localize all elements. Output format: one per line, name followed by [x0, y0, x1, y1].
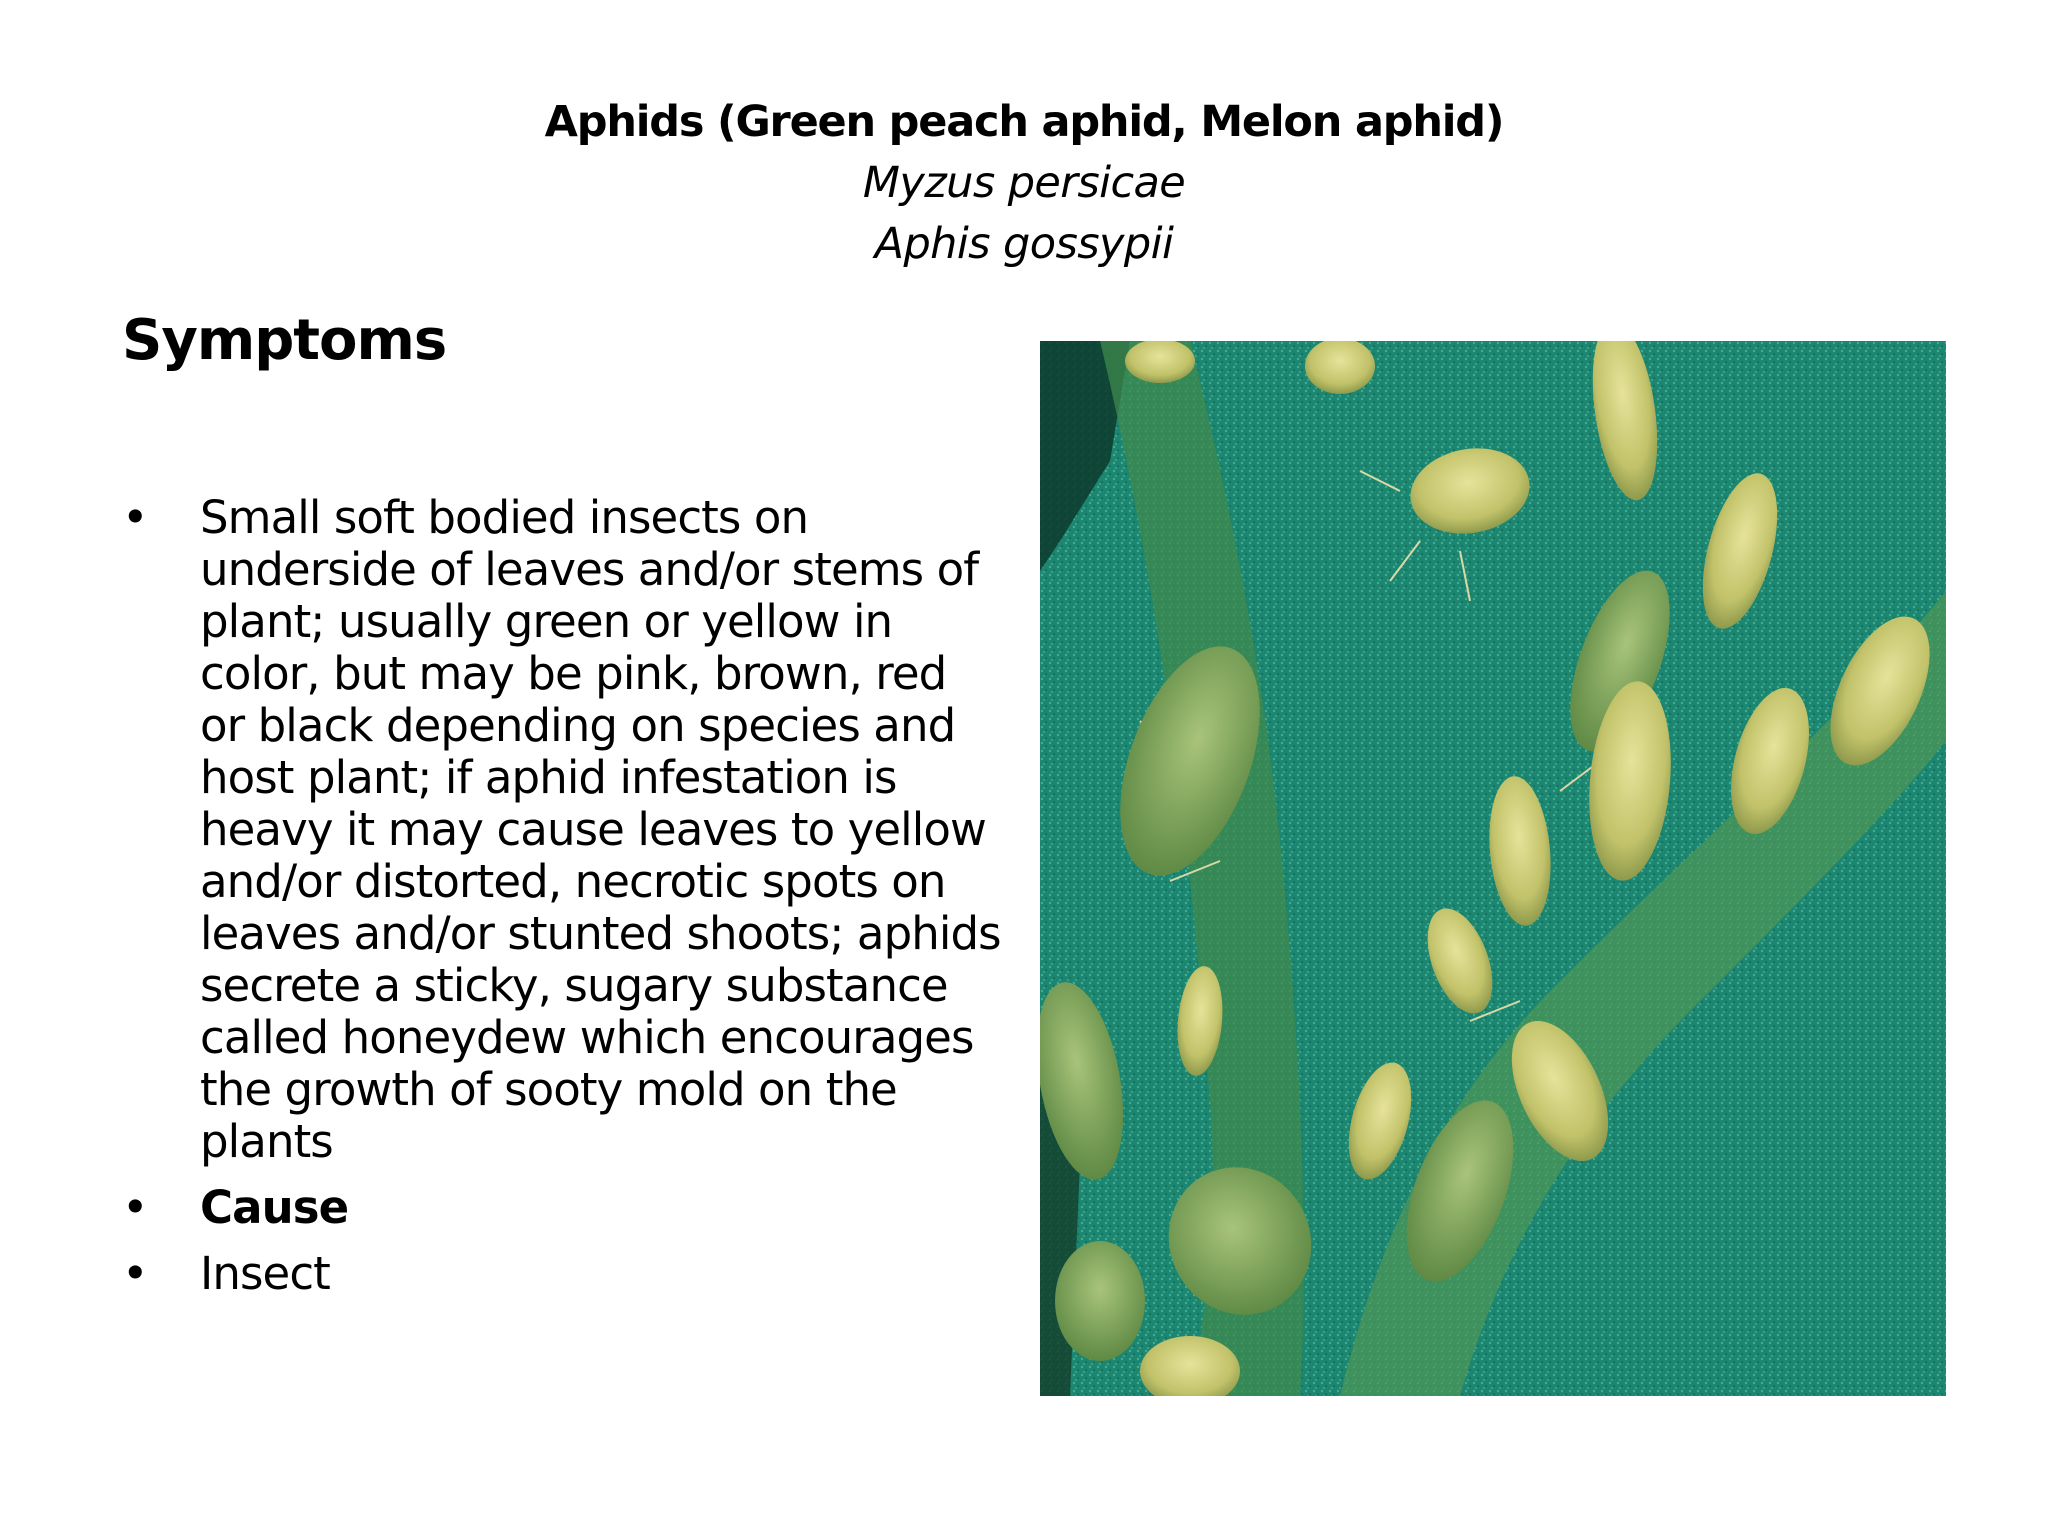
- section-heading: Symptoms: [122, 308, 447, 373]
- title-species-1: Myzus persicae: [862, 158, 1186, 208]
- bullet-item-insect: [122, 1248, 1002, 1300]
- bullet-marker: •: [122, 1181, 148, 1234]
- bullet-item-cause: [122, 1182, 1002, 1234]
- bullet-item-symptoms: [122, 492, 1002, 1168]
- title-species-2: Aphis gossypii: [874, 219, 1174, 269]
- aphid: [1125, 341, 1195, 383]
- aphid-photo: [1040, 341, 1946, 1396]
- slide-title: [0, 92, 2048, 275]
- bullet-marker: •: [122, 491, 148, 544]
- bullet-text: Cause: [200, 1181, 349, 1234]
- bullet-marker: •: [122, 1247, 148, 1300]
- aphid-illustration: [1040, 341, 1946, 1396]
- bullet-text: Small soft bodied insects on underside of leaves and/or stems of plant; usually green or yellow in color, but may be pink, brown, red or black depending on species and host plant; if aphid infestation is heavy it may cause leaves to yellow and/or distorted, necrotic spots on leaves and/or stunted shoots; aphids secrete a sticky, sugary substance called honeydew which encourages the growth of sooty mold on the plants: [200, 491, 1001, 1168]
- title-main: Aphids (Green peach aphid, Melon aphid): [544, 97, 1504, 147]
- bullet-text: Insect: [200, 1247, 330, 1300]
- bullet-list: [122, 492, 1002, 1314]
- aphid: [1055, 1241, 1145, 1361]
